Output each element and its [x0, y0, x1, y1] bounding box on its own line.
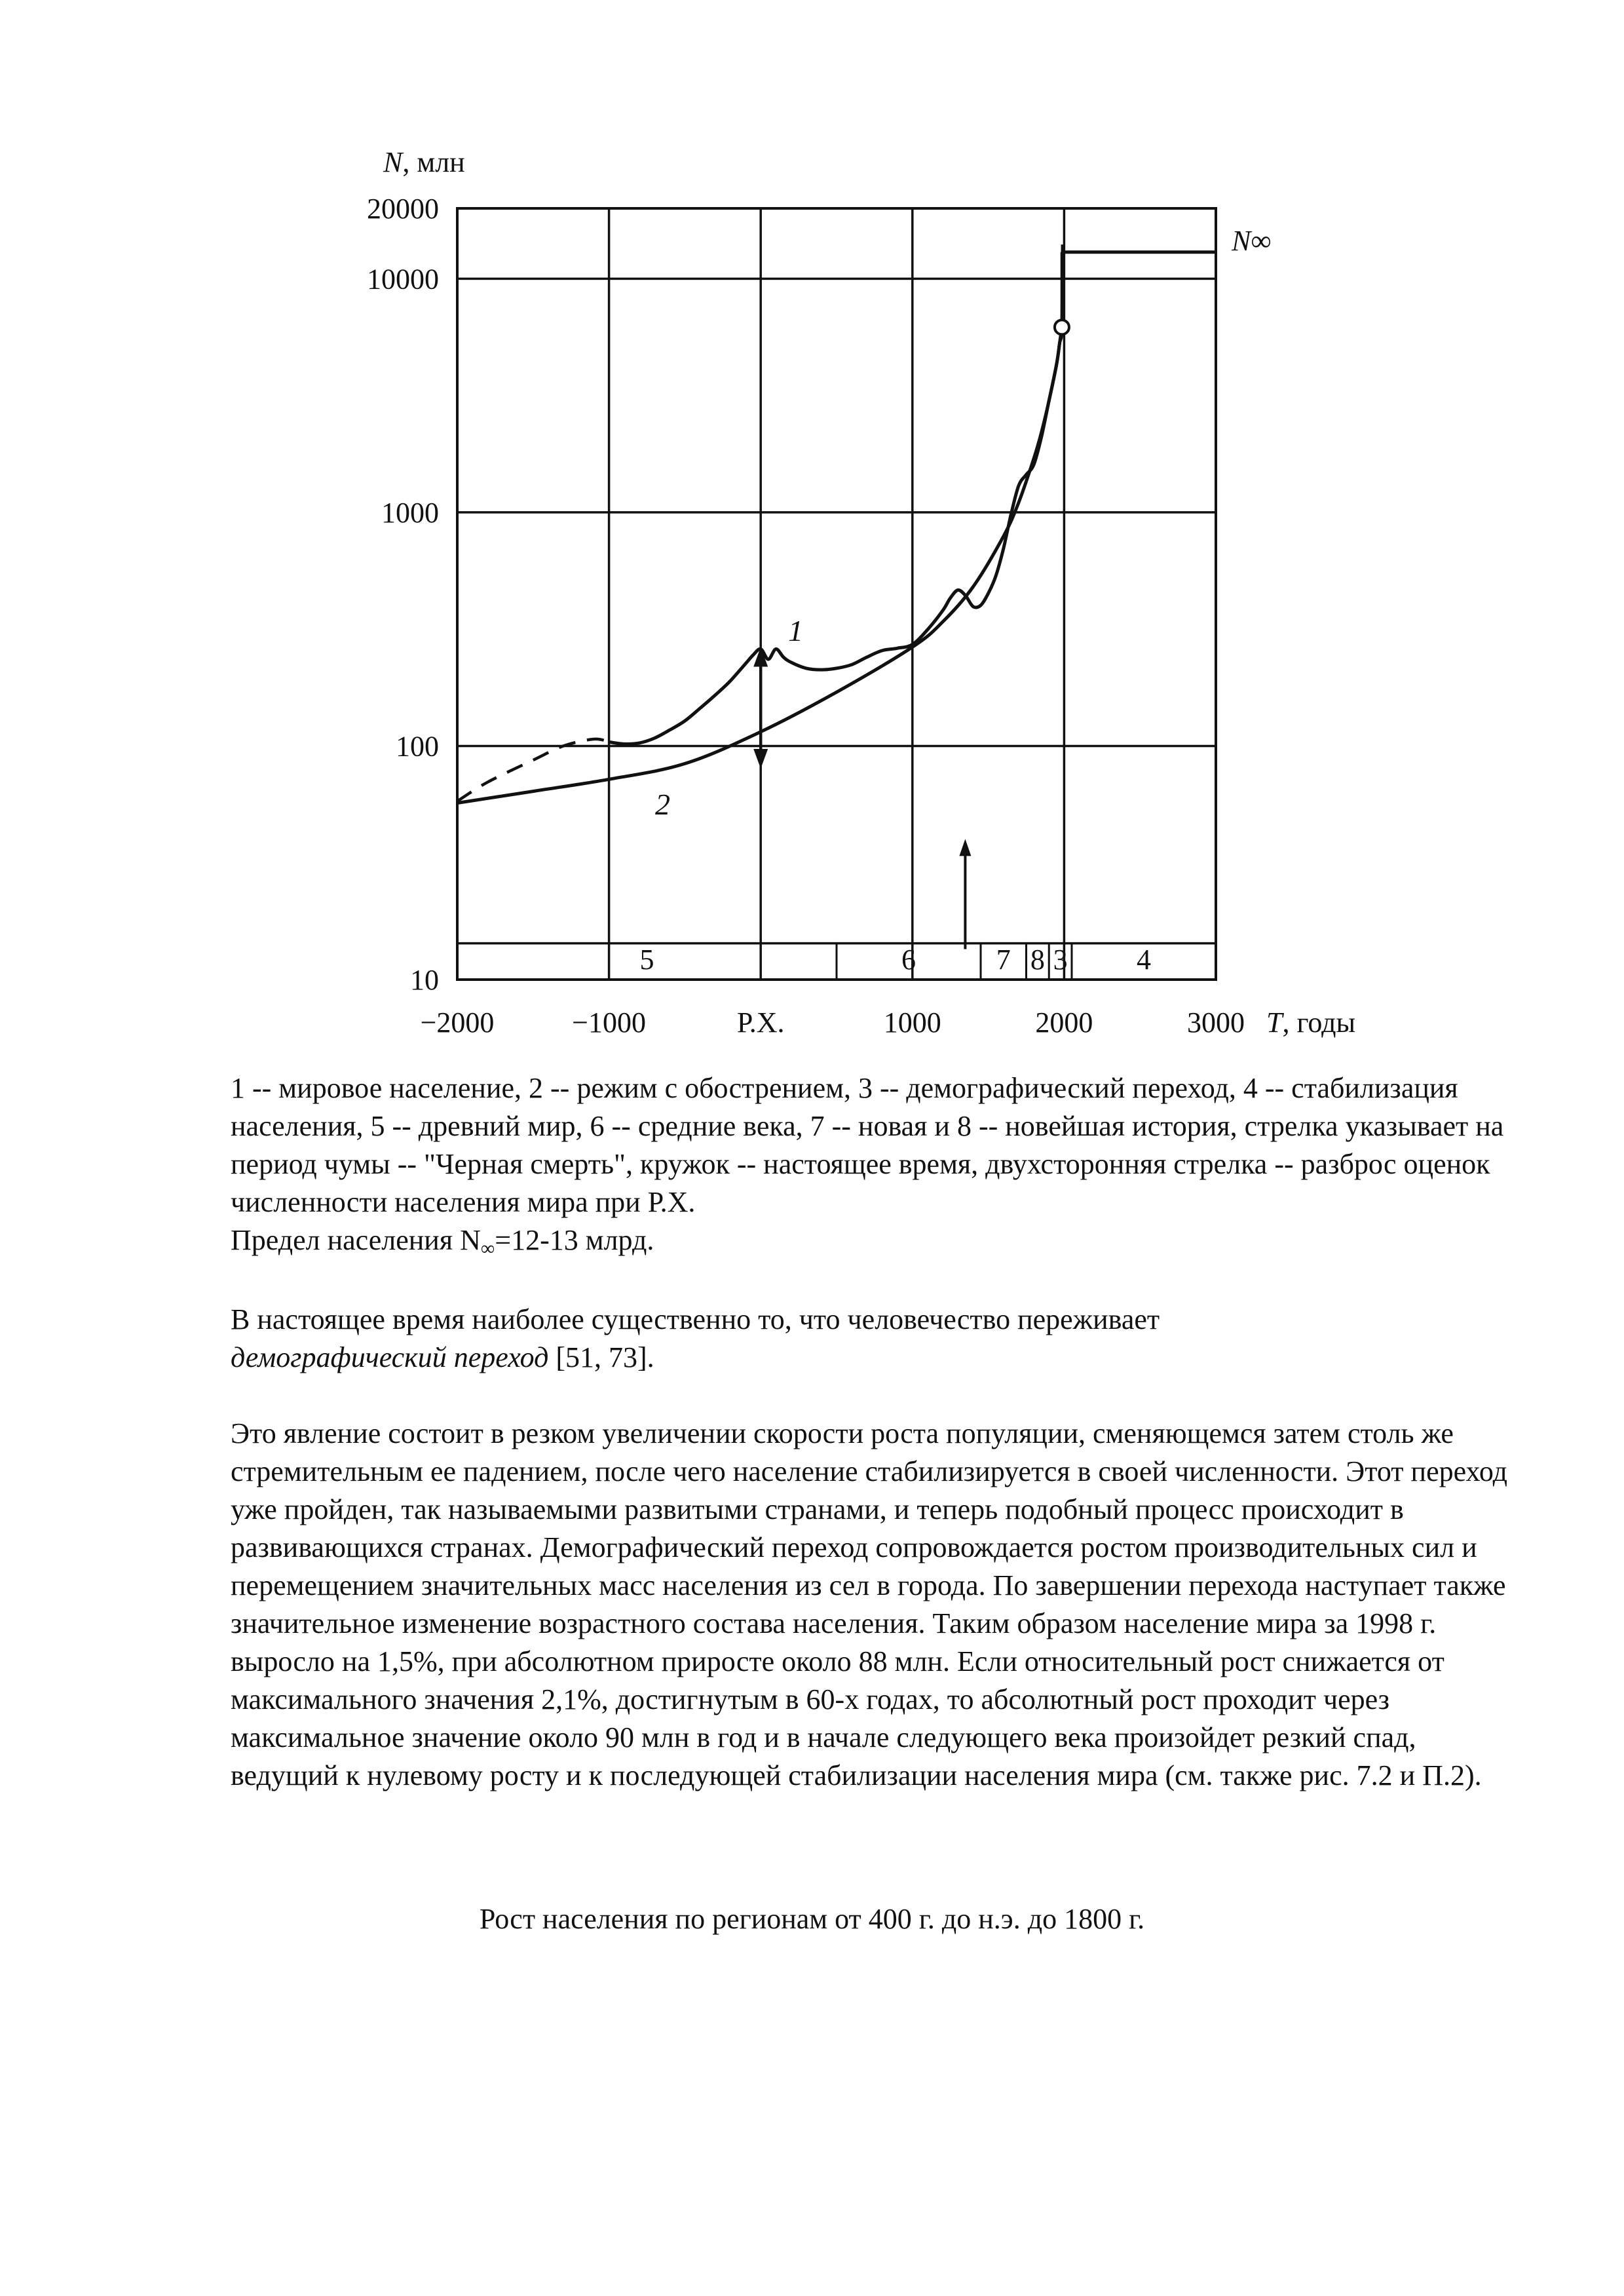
x-tick-label: 1000	[883, 1006, 941, 1039]
double-arrow-head-down	[753, 749, 768, 769]
caption-limit-prefix: Предел населения N	[231, 1224, 481, 1256]
plague-arrow-head	[959, 839, 971, 856]
figure-caption	[231, 1069, 1528, 1268]
x-tick-label: −2000	[420, 1006, 495, 1039]
chart-grid	[457, 208, 1216, 980]
y-tick-label: 100	[396, 730, 439, 763]
limit-label-n: N	[1232, 225, 1251, 257]
paragraph-2: Это явление состоит в резком увеличении скорости роста популяции, сменяющемся затем столь же стремительным ее падением, после чего население стабилизируется в своей численности. Этот переход уже пройден, так называемыми развитыми странами, и теперь подобный процесс происходит в развивающихся странах. Демографический переход сопровождается ростом производительных сил и перемещением значительных масс населения из сел в города. По завершении перехода наступает также значительное изменение возрастного состава населения. Таким образом население мира за 1998 г. выросло на 1,5%, при абсолютном приросте около 88 млн. Если относительный рост снижается от максимального значения 2,1%, достигнутым в 60-х годах, то абсолютный рост проходит через максимальное значение около 90 млн в год и в начале следующего века произойдет резкий спад, ведущий к нулевому росту и к последующей стабилизации населения мира (см. также рис. 7.2 и П.2).	[231, 1417, 1507, 1791]
x-axis-title-symbol: T	[1266, 1006, 1283, 1039]
chart-curves	[457, 244, 1216, 803]
caption-limit-sub: ∞	[480, 1238, 495, 1259]
plot-frame	[457, 208, 1216, 980]
y-tick-label: 1000	[381, 496, 439, 529]
y-axis-title-symbol: N	[383, 146, 403, 178]
paragraph-1-end: [51, 73].	[548, 1341, 654, 1373]
y-axis-title	[383, 146, 465, 178]
era-label: 3	[1053, 944, 1068, 976]
era-label: 6	[901, 944, 916, 976]
era-label: 7	[996, 944, 1011, 976]
limit-label-infinity: ∞	[1251, 225, 1272, 257]
era-label: 8	[1030, 944, 1045, 976]
era-label: 4	[1136, 944, 1151, 976]
y-tick-label: 20000	[367, 193, 439, 225]
era-label: 5	[639, 944, 654, 976]
era-band	[457, 944, 1216, 980]
x-tick-label: Р.Х.	[736, 1006, 785, 1039]
caption-text: 1 -- мировое население, 2 -- режим с обострением, 3 -- демографический переход, 4 -- стабилизация населения, 5 -- древний мир, 6 -- средние века, 7 -- новая и 8 -- новейшая история, стрелка указывает на период чумы -- "Черная смерть", кружок -- настоящее время, двухсторонняя стрелка -- разброс оценок численности населения мира при Р.Х.	[231, 1072, 1504, 1218]
x-axis-title	[1266, 1006, 1355, 1039]
population-chart	[0, 0, 1624, 1062]
y-tick-label: 10000	[367, 263, 439, 296]
paragraph-1-start: В настоящее время наиболее существенно то, что человечество переживает	[231, 1303, 1160, 1335]
paragraph-1-italic: демографический переход	[231, 1341, 549, 1373]
paragraph-1	[231, 1301, 1528, 1377]
chart-ticks	[367, 193, 1245, 1039]
caption-limit-suffix: =12-13 млрд.	[495, 1224, 654, 1256]
section-subheading: Рост населения по регионам от 400 г. до н.э. до 1800 г.	[479, 1903, 1145, 1935]
present-time-marker	[1055, 320, 1069, 334]
x-tick-label: 2000	[1035, 1006, 1093, 1039]
x-tick-label: 3000	[1187, 1006, 1245, 1039]
x-axis-title-unit: , годы	[1282, 1006, 1356, 1039]
limit-label	[1231, 225, 1272, 257]
curve-label-1: 1	[788, 614, 803, 647]
y-axis-title-unit: , млн	[402, 146, 465, 178]
y-tick-label: 10	[410, 964, 439, 996]
x-tick-label: −1000	[572, 1006, 647, 1039]
series-1-line	[609, 244, 1063, 744]
curve-label-2: 2	[655, 788, 670, 821]
